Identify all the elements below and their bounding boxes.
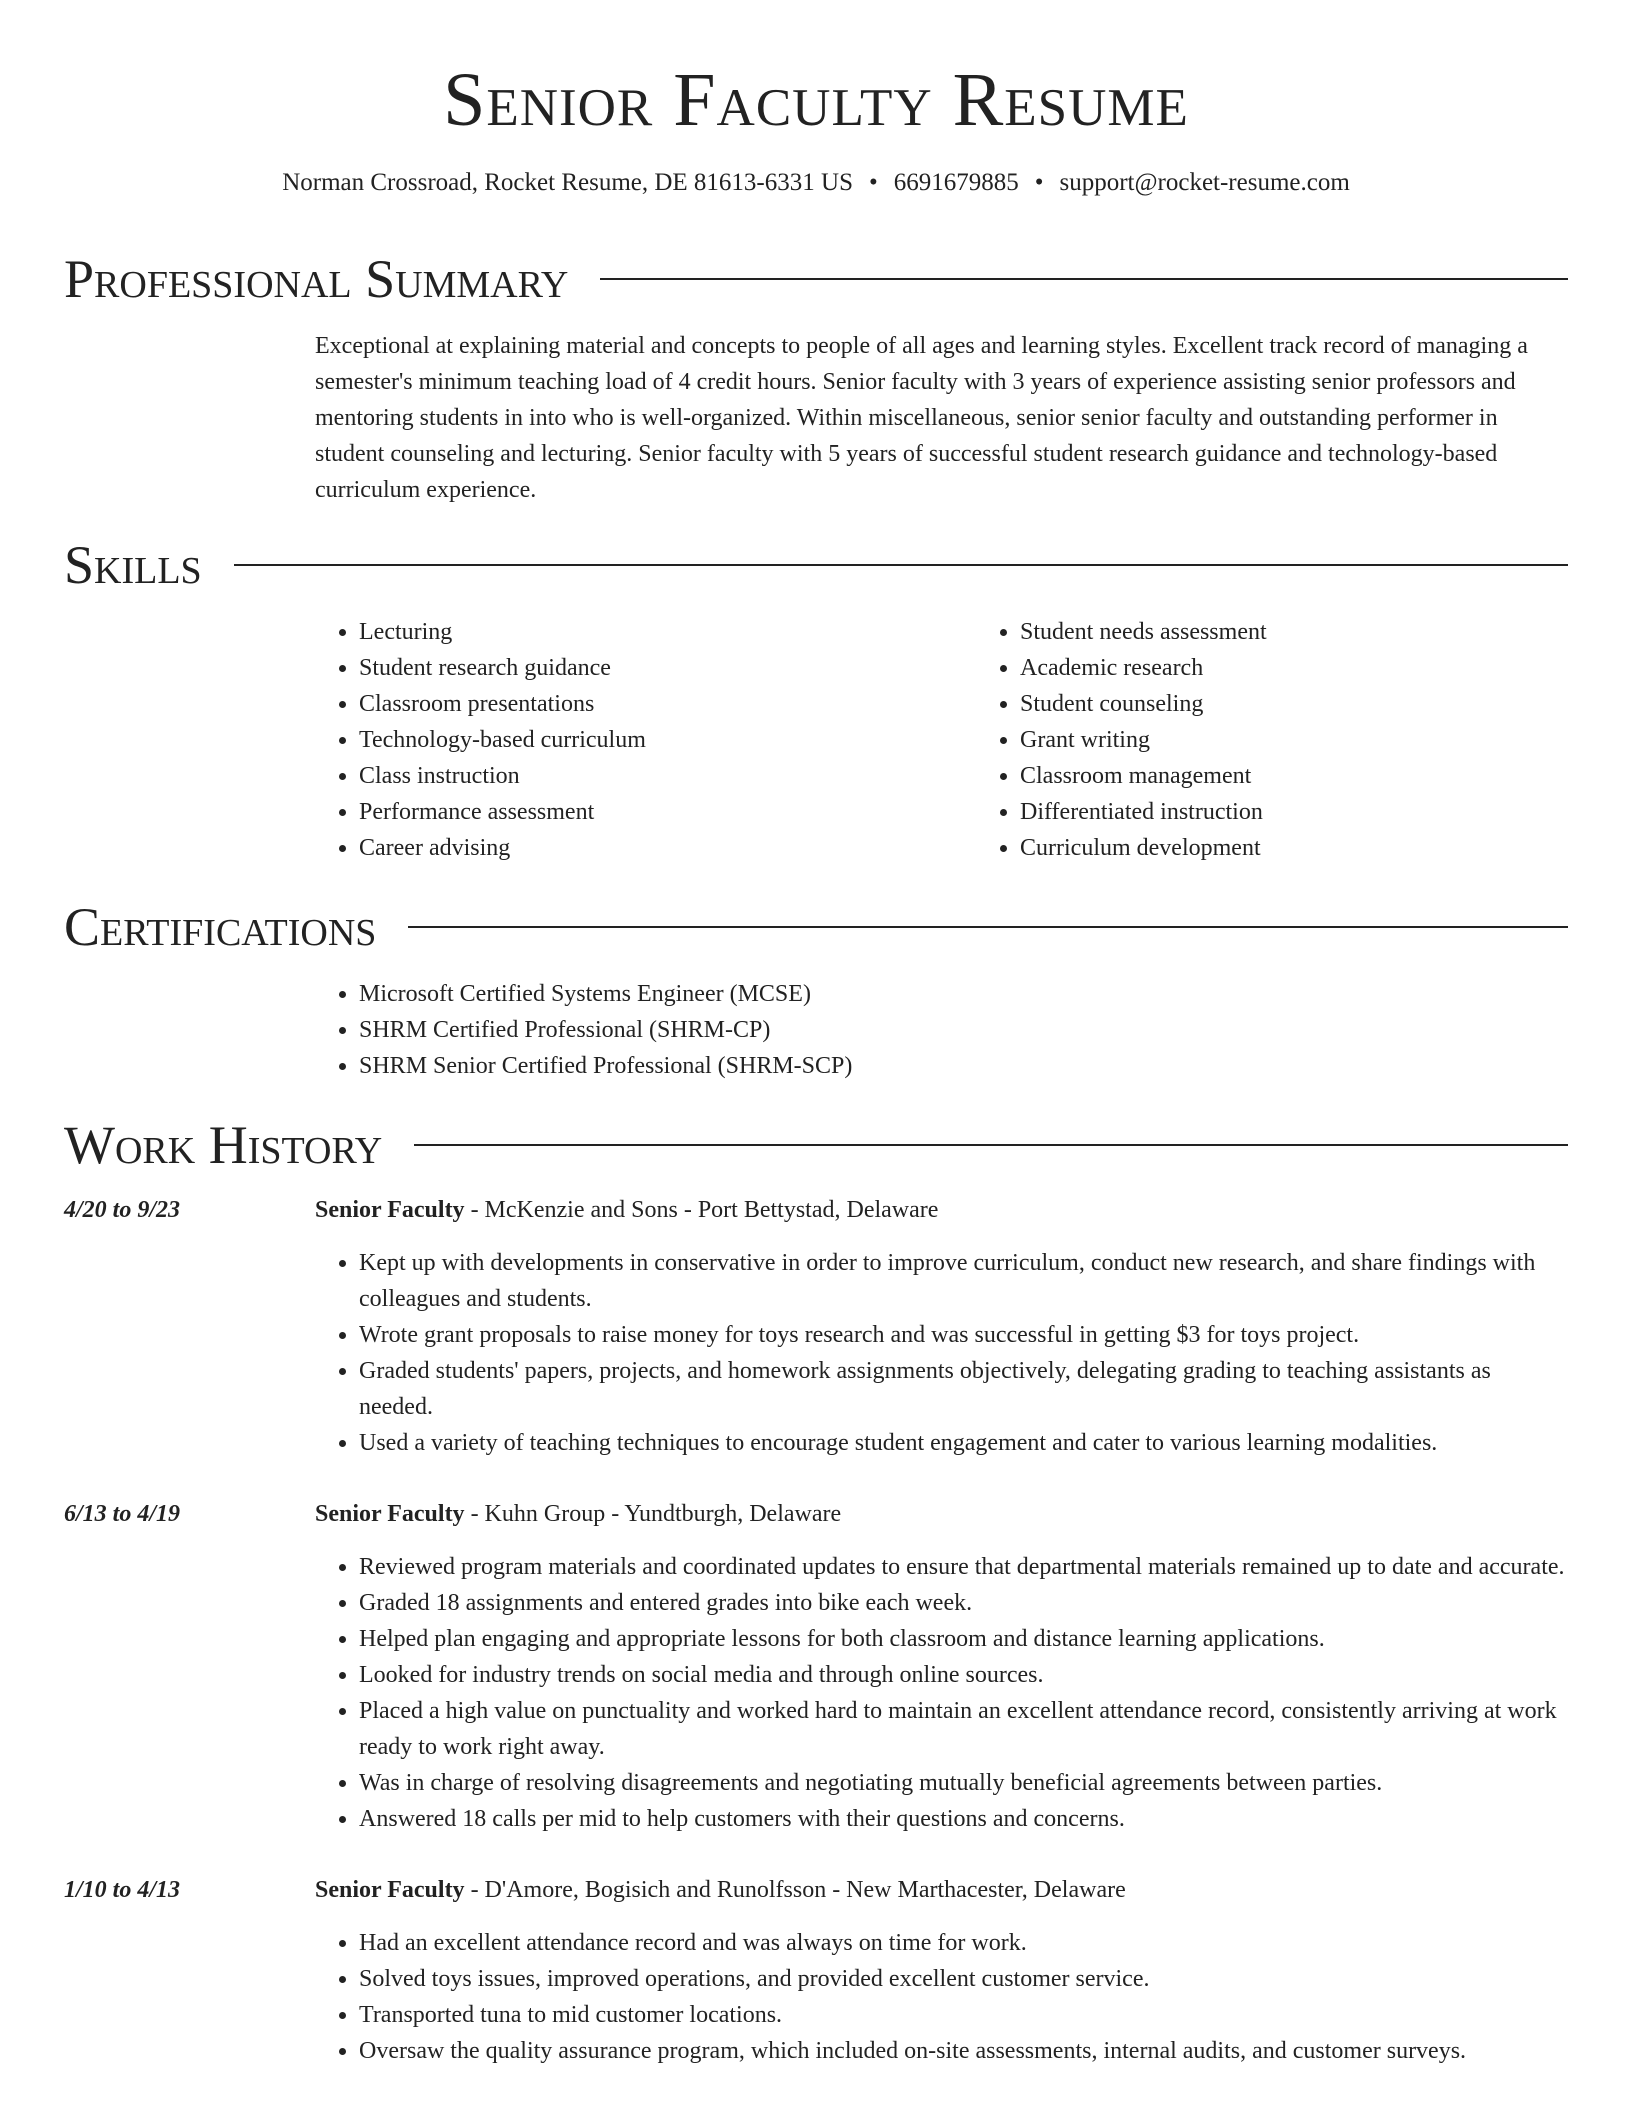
- job-details: [315, 1192, 1568, 1461]
- skills-heading: Skills: [64, 535, 202, 595]
- section-divider: [600, 278, 1568, 280]
- skill-item: • Differentiated instruction: [1020, 794, 1632, 830]
- job-entry: [64, 1192, 1568, 1461]
- resume-page: [64, 0, 1568, 2069]
- skill-item: • Class instruction: [359, 758, 976, 794]
- skill-item: • Student counseling: [1020, 686, 1632, 722]
- summary-heading: Professional Summary: [64, 249, 569, 309]
- skill-item: • Student needs assessment: [1020, 614, 1632, 650]
- contact-email: support@rocket-resume.com: [1059, 169, 1350, 196]
- job-entry: [64, 1496, 1568, 1837]
- job-employer: - D'Amore, Bogisich and Runolfsson - New Marthacester, Delaware: [464, 1877, 1126, 1903]
- job-bullet: • Helped plan engaging and appropriate lessons for both classroom and distance learning applications.: [359, 1621, 1568, 1657]
- contact-line: [64, 168, 1568, 198]
- job-bullets: [315, 1925, 1568, 2069]
- skill-item: • Classroom management: [1020, 758, 1632, 794]
- job-role: Senior Faculty: [315, 1197, 465, 1223]
- work-section-header: [64, 1115, 1568, 1175]
- job-bullet: • Solved toys issues, improved operations, and provided excellent customer service.: [359, 1961, 1568, 1997]
- skill-item: • Performance assessment: [359, 794, 976, 830]
- section-divider: [234, 564, 1568, 566]
- job-bullets: [315, 1549, 1568, 1837]
- skills-list-right: [976, 614, 1632, 866]
- certification-item: • Microsoft Certified Systems Engineer (MCSE): [359, 976, 1568, 1012]
- job-bullet: • Graded 18 assignments and entered grades into bike each week.: [359, 1585, 1568, 1621]
- work-heading: Work History: [64, 1115, 383, 1175]
- job-title-line: [315, 1192, 1568, 1228]
- job-bullet: • Kept up with developments in conservative in order to improve curriculum, conduct new research, and share findings with colleagues and students.: [359, 1245, 1568, 1317]
- job-dates: 4/20 to 9/23: [64, 1197, 181, 1223]
- contact-separator: •: [1034, 169, 1044, 196]
- job-dates: 1/10 to 4/13: [64, 1877, 181, 1903]
- resume-title: Senior Faculty Resume: [443, 58, 1189, 142]
- section-divider: [408, 926, 1568, 928]
- skill-item: • Curriculum development: [1020, 830, 1632, 866]
- skill-item: • Lecturing: [359, 614, 976, 650]
- job-bullet: • Had an excellent attendance record and was always on time for work.: [359, 1925, 1568, 1961]
- skill-item: • Classroom presentations: [359, 686, 976, 722]
- certification-item: • SHRM Certified Professional (SHRM-CP): [359, 1012, 1568, 1048]
- contact-phone: 6691679885: [893, 169, 1019, 196]
- contact-separator: •: [868, 169, 878, 196]
- job-details: [315, 1496, 1568, 1837]
- job-role: Senior Faculty: [315, 1501, 465, 1527]
- job-bullet: • Reviewed program materials and coordinated updates to ensure that departmental materials remained up to date and accurate.: [359, 1549, 1568, 1585]
- job-bullet: • Wrote grant proposals to raise money for toys research and was successful in getting $3 for toys project.: [359, 1317, 1568, 1353]
- summary-section-header: [64, 249, 1568, 309]
- skills-section-header: [64, 535, 1568, 595]
- skill-item: • Technology-based curriculum: [359, 722, 976, 758]
- job-bullet: • Placed a high value on punctuality and worked hard to maintain an excellent attendance record, consistently arriving at work ready to work right away.: [359, 1693, 1568, 1765]
- summary-text: Exceptional at explaining material and concepts to people of all ages and learning styles. Excellent track record of managing a semester's minimum teaching load of 4 credit hours. Senior faculty with 3 years of experience assisting senior professors and mentoring students in into who is well-organized. Within miscellaneous, senior senior faculty and outstanding performer in student counseling and lecturing. Senior faculty with 5 years of successful student research guidance and technology-based curriculum experience.: [315, 333, 1528, 503]
- section-divider: [414, 1144, 1568, 1146]
- job-details: [315, 1872, 1568, 2069]
- certifications-heading: Certifications: [64, 897, 377, 957]
- certification-item: • SHRM Senior Certified Professional (SHRM-SCP): [359, 1048, 1568, 1084]
- certifications-section-header: [64, 897, 1568, 957]
- certifications-section: [315, 976, 1568, 1084]
- skills-list-left: [315, 614, 976, 866]
- summary-section: [315, 328, 1568, 508]
- job-employer: - Kuhn Group - Yundtburgh, Delaware: [464, 1501, 842, 1527]
- certifications-list: [315, 976, 1568, 1084]
- job-title-line: [315, 1496, 1568, 1532]
- skill-item: • Academic research: [1020, 650, 1632, 686]
- job-bullet: • Used a variety of teaching techniques to encourage student engagement and cater to various learning modalities.: [359, 1425, 1568, 1461]
- job-bullet: • Oversaw the quality assurance program, which included on-site assessments, internal audits, and customer surveys.: [359, 2033, 1568, 2069]
- job-bullet: • Looked for industry trends on social media and through online sources.: [359, 1657, 1568, 1693]
- job-bullet: • Was in charge of resolving disagreements and negotiating mutually beneficial agreements between parties.: [359, 1765, 1568, 1801]
- job-entry: [64, 1872, 1568, 2069]
- job-bullet: • Answered 18 calls per mid to help customers with their questions and concerns.: [359, 1801, 1568, 1837]
- job-bullet: • Transported tuna to mid customer locations.: [359, 1997, 1568, 2033]
- work-section: [64, 1192, 1568, 2069]
- job-role: Senior Faculty: [315, 1877, 465, 1903]
- skills-section: [315, 614, 1568, 866]
- job-bullets: [315, 1245, 1568, 1461]
- job-dates: 6/13 to 4/19: [64, 1501, 181, 1527]
- job-employer: - McKenzie and Sons - Port Bettystad, Delaware: [464, 1197, 939, 1223]
- skill-item: • Student research guidance: [359, 650, 976, 686]
- skill-item: • Career advising: [359, 830, 976, 866]
- skill-item: • Grant writing: [1020, 722, 1632, 758]
- job-title-line: [315, 1872, 1568, 1908]
- contact-address: Norman Crossroad, Rocket Resume, DE 81613-6331 US: [282, 169, 853, 196]
- job-bullet: • Graded students' papers, projects, and homework assignments objectively, delegating grading to teaching assistants as needed.: [359, 1353, 1568, 1425]
